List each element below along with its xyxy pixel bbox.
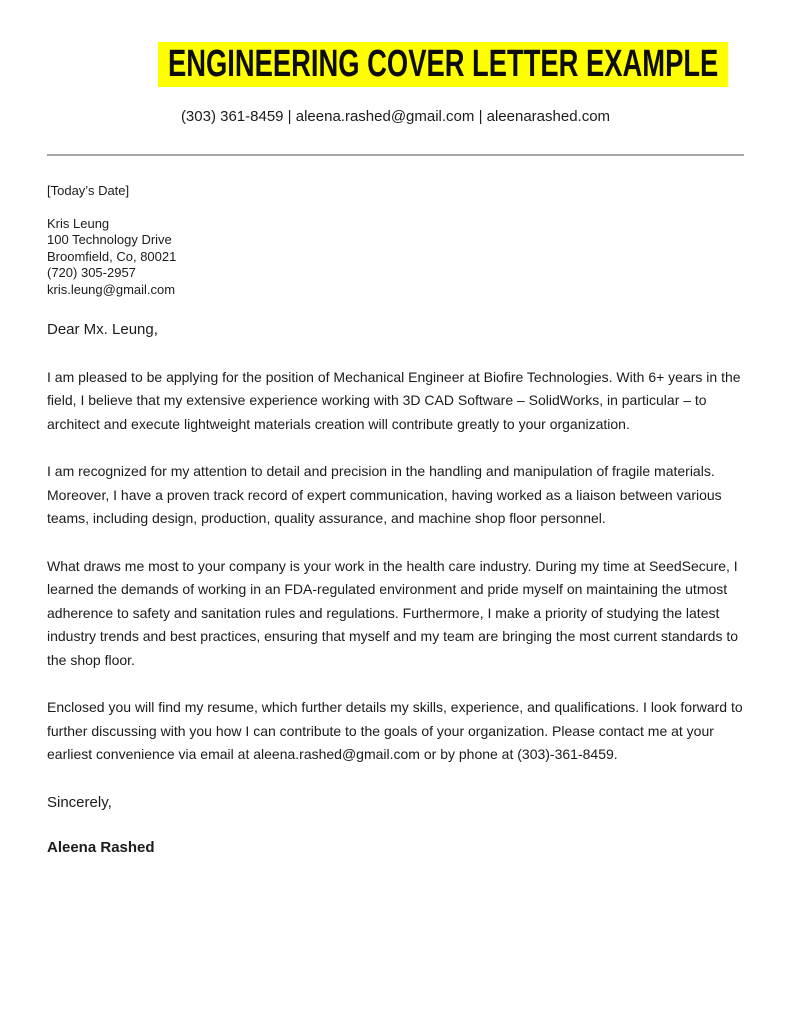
body-paragraph-2: I am recognized for my attention to detail and precision in the handling and manipulation of fragile materials. Moreover, I have a proven track record of expert communication, having worked as a liaison between various teams, including design, production, quality assurance, and machine shop floor personnel.	[47, 463, 722, 526]
recipient-street: 100 Technology Drive	[47, 232, 172, 247]
date-placeholder: [Today’s Date]	[47, 183, 130, 198]
closing: Sincerely,	[47, 793, 112, 811]
recipient-name: Kris Leung	[47, 215, 110, 231]
recipient-phone: (720) 305-2957	[47, 265, 136, 280]
letter-header	[47, 0, 744, 125]
letter-body	[47, 318, 744, 860]
body-paragraph-4: Enclosed you will find my resume, which further details my skills, experience, and qualifications. I look forward to further discussing with you how I can contribute to the goals of your organization. Please contact me at your earliest convenience via email at aleena.rashed@gmail.com or by phone at (303)-361-8459.	[47, 699, 743, 762]
salutation: Dear Mx. Leung,	[47, 321, 158, 338]
header-divider	[47, 154, 744, 156]
recipient-email: kris.leung@gmail.com	[47, 281, 176, 297]
recipient-block	[47, 216, 744, 299]
signature-name: Aleena Rashed	[47, 839, 155, 856]
page-title: ENGINEERING COVER LETTER EXAMPLE	[158, 42, 728, 87]
contact-line: (303) 361-8459 | aleena.rashed@gmail.com | aleenarashed.com	[180, 108, 611, 125]
recipient-city-state-zip: Broomfield, Co, 80021	[47, 248, 177, 264]
body-paragraph-1: I am pleased to be applying for the position of Mechanical Engineer at Biofire Technologies. With 6+ years in the field, I believe that my extensive experience working with 3D CAD Software – SolidWorks, in particular – to architect and execute lightweight materials creation will contribute greatly to your organization.	[47, 368, 741, 432]
body-paragraph-3: What draws me most to your company is your work in the health care industry. During my time at SeedSecure, I learned the demands of working in an FDA-regulated environment and pride myself on maintaining the utmost adherence to safety and sanitation rules and regulations. Furthermore, I make a priority of studying the latest industry trends and best practices, ensuring that myself and my team are bringing the most current standards to the shop floor.	[47, 557, 739, 668]
